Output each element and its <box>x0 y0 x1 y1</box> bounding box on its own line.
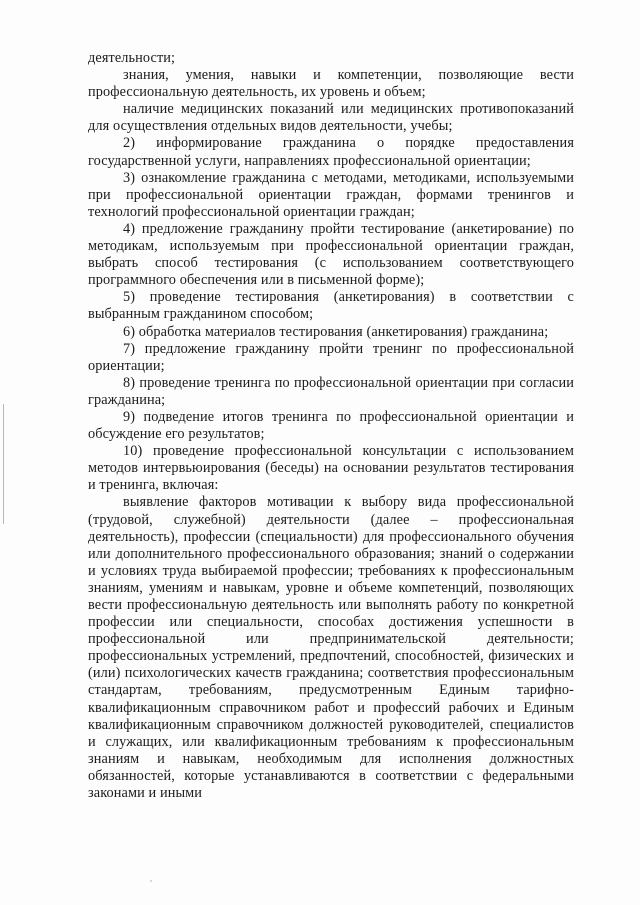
paragraph-6: 5) проведение тестирования (анкетирования) в соответствии с выбранным гражданином способом; <box>88 289 574 323</box>
paragraph-2: наличие медицинских показаний или медицинских противопоказаний для осуществления отдельных видов деятельности, учебы; <box>88 101 574 135</box>
scan-edge-mark <box>3 404 4 524</box>
paragraph-7: 6) обработка материалов тестирования (анкетирования) гражданина; <box>123 323 549 340</box>
scan-speck <box>150 880 152 882</box>
paragraph-1: знания, умения, навыки и компетенции, позволяющие вести профессиональную деятельность, их уровень и объем; <box>88 67 574 101</box>
paragraph-8: 7) предложение гражданину пройти тренинг по профессиональной ориентации; <box>88 340 574 374</box>
paragraph-9: 8) проведение тренинга по профессиональной ориентации при согласии гражданина; <box>88 374 574 408</box>
paragraph-12: выявление факторов мотивации к выбору вида профессиональной (трудовой, служебной) деятельности (далее – профессиональная деятельность), профессии (специальности) для профессионального обучения или дополнительного профессионального образования; знаний о содержании и условиях труда выбираемой профессии; требованиях к профессиональным знаниям, умениям и навыкам, уровне и объеме компетенций, позволяющих вести профессиональную деятельность или выполнять работу по конкретной профессии или специальности, способах достижения успешности в профессиональной или предпринимательской деятельности; профессиональных устремлений, предпочтений, способностей, физических и (или) психологических качеств гражданина; соответствия профессиональным стандартам, требованиям, предусмотренным Единым тарифно-квалификационным справочником работ и профессий рабочих и Единым квалификационным справочником должностей руководителей, специалистов и служащих, или квалификационным требованиям к профессиональным знаниям и навыкам, необходимым для исполнения должностных обязанностей, которые устанавливаются в соответствии с федеральными законами и иными <box>88 494 574 802</box>
paragraph-11: 10) проведение профессиональной консультации с использованием методов интервьюирования (беседы) на основании результатов тестирования и тренинга, включая: <box>88 443 574 494</box>
paragraph-5: 4) предложение гражданину пройти тестирование (анкетирование) по методикам, используемым при профессиональной ориентации граждан, выбрать способ тестирования (с использованием соответствующего программного обеспечения или в письменной форме); <box>88 220 574 289</box>
document-body <box>88 50 574 802</box>
paragraph-0: деятельности; <box>88 50 176 66</box>
paragraph-4: 3) ознакомление гражданина с методами, методиками, используемыми при профессиональной ориентации граждан, формами тренингов и технологий профессиональной ориентации граждан; <box>88 169 574 220</box>
paragraph-3: 2) информирование гражданина о порядке предоставления государственной услуги, направлениях профессиональной ориентации; <box>88 135 574 169</box>
paragraph-10: 9) подведение итогов тренинга по профессиональной ориентации и обсуждение его результатов; <box>88 408 574 443</box>
